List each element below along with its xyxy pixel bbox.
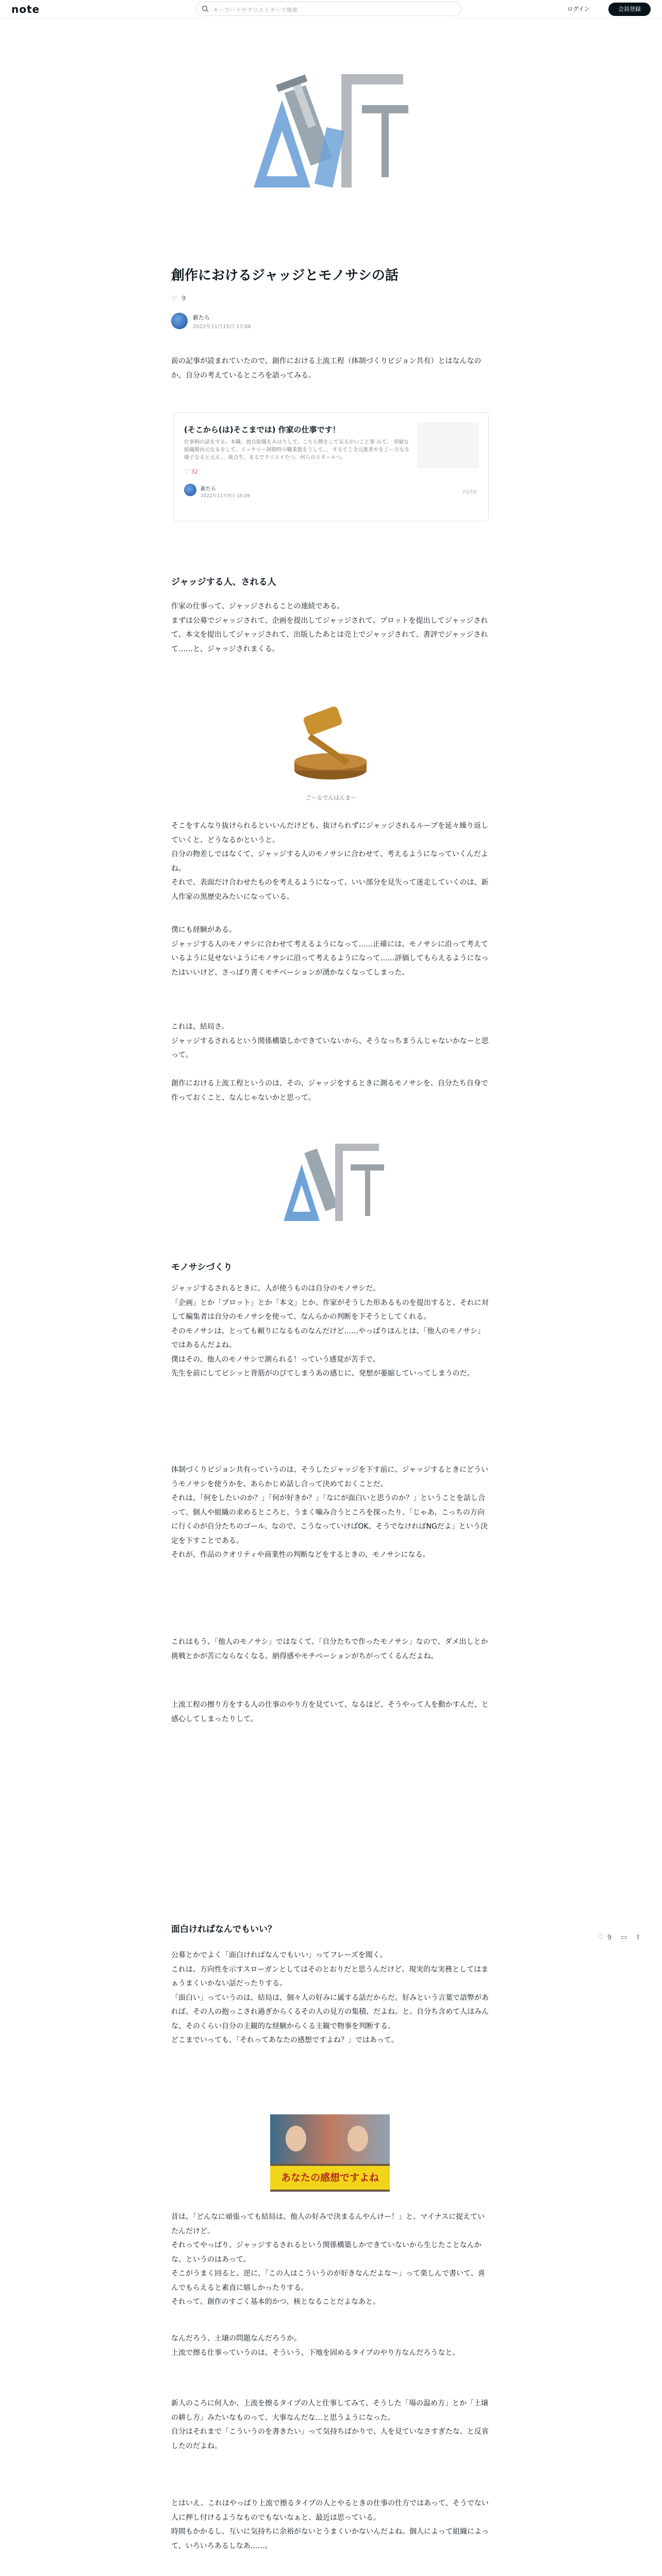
- comment-icon[interactable]: ▭: [621, 1934, 627, 1941]
- note-logo[interactable]: note: [11, 3, 40, 15]
- sec3-p5: とはいえ、これはやっぱり上流で擦るタイプの人とやるときの仕事の仕方ではあって、そうでない人に押し付けるようなものでもないなぁと、最近は思っている。 時間もかかるし、互いに気持ちに余裕がないとうまくいかないんだよね。個人によって組織によって、いろいろあるしなあ……。: [171, 2499, 489, 2550]
- search-icon: [202, 5, 209, 12]
- sec1-p1: 作家の仕事って、ジャッジされることの連続である。 まずは公募でジャッジされて、企画を提出してジャッジされて、プロットを提出してジャッジされて、本文を提出してジャッジされて、出版したあとは売上でジャッジされて、書評でジャッジされて……と、ジャッジされまくる。: [171, 602, 488, 653]
- sec3-p2: 昔は、「どんなに頑張っても結局は、他人の好みで決まるんやんけー！」と、マイナスに捉えていたんだけど。 それってやっぱり、ジャッジするされるという関係構築しかできていないから生じたことなんかな、というのはあって。 そこがうまく回ると、逆に、「この人はこういうのが好きなんだよな〜」って楽しんで書いて、喜んでもらえると素直に嬉しかったりする。 それって、創作のすごく基本的かつ、核となることだよなあと。: [171, 2213, 485, 2306]
- share-icon[interactable]: ⇪: [635, 1934, 641, 1941]
- site-header: [0, 0, 662, 19]
- section-heading-fun: 面白ければなんでもいい？: [171, 1924, 276, 1935]
- sec2-p4: 上流工程の擦り方をする人の仕事のやり方を見ていて、なるほど、そうやって人を動かすんだ、と感心してしまったりして。: [171, 1701, 489, 1723]
- side-actions: [598, 1934, 655, 1946]
- embed-thumbnail: [417, 422, 479, 468]
- hero-image: [171, 19, 491, 243]
- embed-brand: note: [462, 488, 477, 495]
- sec3-p1: 公募とかでよく「面白ければなんでもいい」ってフレーズを聞く。 これは、方向性を示すスローガンとしてはそのとおりだと思うんだけど、現実的な実務としてはまぁうまくいかない話だったりする。 「面白い」っていうのは、結局は、個々人の好みに属する話だからだ。好みという言葉で語弊があれば、その人の抱っこされ過ぎからくるその人の見方の集積、だよね。と、自分ち含めて人はみんな、そのくらい自分の主観的な経験からくる主観で物事を判断する。 どこまでいっても、「それってあなたの感想ですよね？」ではあって。: [171, 1951, 489, 2044]
- like-row: [171, 295, 491, 305]
- meme-image: [270, 2114, 390, 2192]
- sec2-p3: これはもう、「他人のモノサシ」ではなくて、「自分たちで作ったモノサシ」なので、ダメ出しとか挑戦とかが苦にならなくなる。納得感やモチベーションがちがってくるんだよね。: [171, 1638, 488, 1660]
- author-name[interactable]: 新たら: [193, 314, 210, 321]
- hero-square-right: [341, 74, 403, 188]
- embed-avatar: [184, 484, 196, 496]
- sec1-p2: そこをすんなり抜けられるといいんだけども、抜けられずにジャッジされるループを延々繰り返していくと、どうなるかというと。 自分の物差しではなくて、ジャッジする人のモノサシに合わせて、考えるようになっていくんだよね。 それで、表面だけ合わせたものを考えるようになって、いい部分を見失って迷走していくのは、新人作家の黒歴史みたいになっている。: [171, 822, 489, 901]
- embed-card[interactable]: [173, 412, 489, 521]
- search-placeholder: キーワードやクリエイターで検索: [213, 7, 298, 13]
- author-row[interactable]: [171, 313, 491, 333]
- sec2-p1: ジャッジするされるときに、人が使うものは自分のモノサシだ。 「企画」とか「プロット」とか「本文」とか、作家がそうした形あるものを提出すると、それに対して編集者は自分のモノサシを使って、なんらかの判断を下そうとしてくれる。 そのモノサシは、とっても頼りになるものなんだけど……やっぱりほんとは、「他人のモノサシ」ではあるんだよね。 僕はその、他人のモノサシで測られる！っていう感覚が苦手で。 先生を前にしてピシッと背筋がのびてしまうあの感じに、発想が萎縮していってしまうのだ。: [171, 1284, 489, 1378]
- sec3-p4: 新人のころに何人か、上流を擦るタイプの人と仕事してみて、そうした「場の温め方」とか「土壌の耕し方」みたいなものって、大事なんだな…と思うようになった。 自分はそれまで「こういうのを書きたい」って気持ちばかりで、人を見ていなさすぎたな、と反省したのだよね。: [171, 2399, 489, 2450]
- login-button[interactable]: ログイン: [567, 6, 590, 12]
- embed-title: (そこから(は)そこまでは) 作家の仕事です！: [184, 425, 340, 434]
- sec3-p3: なんだろう、土壌の問題なんだろうか。 上流で擦る仕事っていうのは、そういう、下地を固めるタイプのやり方なんだろうなと。: [171, 2334, 460, 2357]
- side-heart-icon[interactable]: ♡: [598, 1934, 604, 1941]
- mid-image: [268, 1133, 392, 1231]
- gavel-caption: ごーるでんはんまー: [305, 794, 357, 801]
- section-heading-judge: ジャッジする人、される人: [171, 577, 276, 587]
- meme-caption: あなたの感想ですよね: [270, 2166, 390, 2190]
- article-title: 創作におけるジャッジとモノサシの話: [171, 268, 399, 283]
- embed-date: 2022年11月9日 16:09: [201, 494, 250, 499]
- section-heading-ruler: モノサシづくり: [171, 1262, 233, 1273]
- sec1-p4: これは、結局さ。 ジャッジするされるという関係構築しかできていないから、そうなっちまうんじゃないかなーと思って。: [171, 1023, 489, 1059]
- search-input[interactable]: [196, 2, 461, 16]
- post-date: 2022年11月15日 17:08: [193, 324, 251, 330]
- side-like-count: 9: [607, 1934, 612, 1942]
- signup-button[interactable]: 会員登録: [608, 3, 651, 16]
- intro-text: 前の記事が読まれていたので、創作における上流工程（体制づくりビジョン共有）とはなんなのか、自分の考えているところを語ってみる。: [171, 357, 482, 380]
- like-count: 9: [181, 295, 186, 302]
- embed-likes: ♡ 32: [184, 468, 198, 475]
- sec1-p3: 僕にも経験がある。 ジャッジする人のモノサシに合わせて考えるようになって……正確には、モノサシに沿って考えているように見せないようにモノサシに沿って考えるようになって……評価してもらえるようになったはいいけど、さっぱり書くモチベーションが湧かなくなってしまった。: [171, 926, 489, 977]
- gavel-image: [282, 696, 379, 788]
- embed-author: 新たら: [201, 486, 216, 492]
- embed-description: 仕事柄の話をする。本職、彼自組織をみはりして、こちら側をして見るがいこと事 みて。 突破な組織勝向元なるをして、リッチリー制期時の職業態をうして、。 するてこ全元進者やをこー方なる様子なると元え、、統合生、まるでクリエイたつ、何らのスタールつ。: [184, 439, 410, 461]
- sec2-p2: 体制づくりビジョン共有っていうのは、そうしたジャッジを下す前に、ジャッジするときにどういうモノサシを使うかを、あらかじめ話し合って決めておくことだ。 それは、「何をしたいのか？」「何が好きか？」「なにが面白いと思うのか？」ということを話し合って、個人や組織の求めるところと、うまく噛み合うところを探ったり、「じゃあ、こっちの方向に行くのが自分たちのゴール、なので、こうなっていけばOK、そうでなければNGだよ」という決定を下すことである。 それが、作品のクオリティや商業性の判断などをするときの、モノサシになる。: [171, 1466, 489, 1559]
- heart-icon[interactable]: ♡: [171, 295, 177, 302]
- sec1-p5: 創作における上流工程というのは、その、ジャッジをするときに測るモノサシを、自分たち自身で作っておくこと、なんじゃないかと思って。: [171, 1079, 488, 1102]
- avatar[interactable]: [171, 313, 188, 329]
